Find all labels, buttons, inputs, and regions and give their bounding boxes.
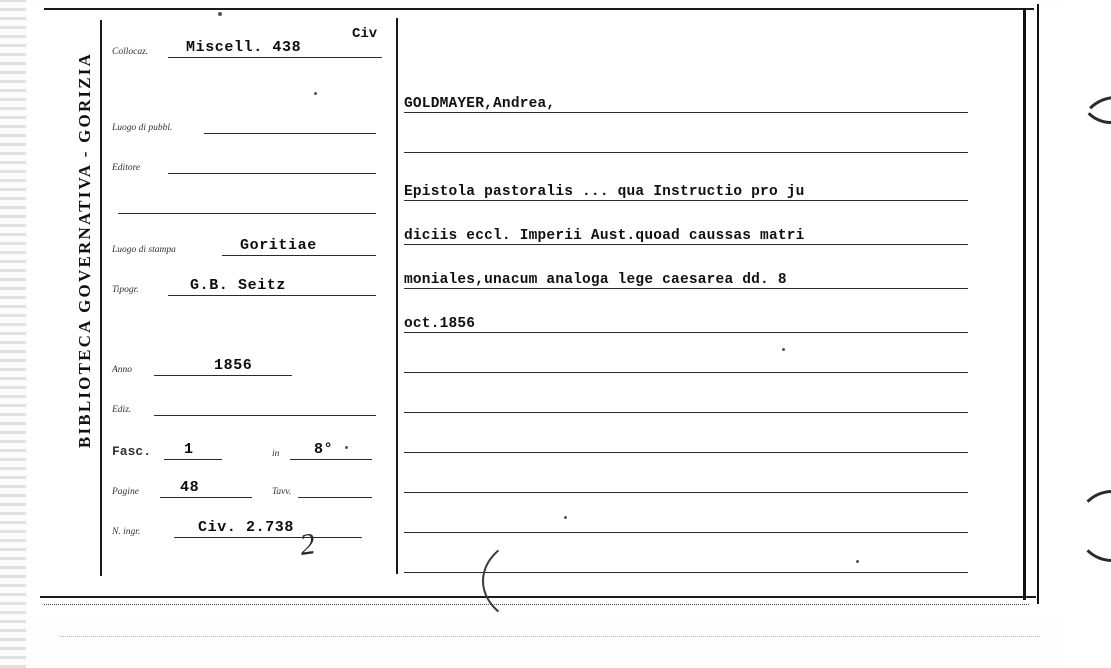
- field-inventory-number-value: Civ. 2.738: [198, 519, 295, 536]
- card-column-divider-middle: [396, 18, 398, 574]
- entry-rule: [404, 112, 968, 113]
- entry-title-line: Epistola pastoralis ... qua Instructio pro ju: [404, 184, 805, 200]
- entry-rule: [404, 200, 968, 201]
- field-blank-rule: [118, 213, 376, 214]
- field-plates-rule: [298, 497, 372, 498]
- entry-rule: [404, 244, 968, 245]
- field-format-rule: [290, 459, 372, 460]
- field-inventory-number-rule: [174, 537, 362, 538]
- field-edition-rule: [154, 415, 376, 416]
- scan-arc-artifact: [482, 534, 606, 628]
- entry-rule: [404, 152, 968, 153]
- field-printer-label: Tipogr.: [112, 285, 139, 295]
- field-pages-label: Pagine: [112, 487, 139, 497]
- entry-rule: [404, 532, 968, 533]
- field-fascicle-value: 1: [184, 441, 194, 458]
- field-blank: [112, 196, 377, 214]
- field-pages-value: 48: [180, 479, 200, 496]
- entry-rule: [404, 412, 968, 413]
- field-inventory-number: [112, 520, 362, 538]
- field-shelfmark-superscript: Civ: [352, 26, 378, 42]
- entry-rule: [404, 372, 968, 373]
- scan-speck: [782, 348, 785, 351]
- field-year-label: Anno: [112, 365, 133, 375]
- entry-title-line: diciis eccl. Imperii Aust.quoad caussas matri: [404, 228, 805, 244]
- scan-speck: [564, 516, 567, 519]
- entry-rule: [404, 492, 968, 493]
- field-publisher-label: Editore: [112, 163, 141, 173]
- field-edition: [112, 398, 377, 416]
- scan-bottom-dotted-edge: [60, 636, 1040, 637]
- field-edition-label: Ediz.: [112, 405, 132, 415]
- field-place-of-printing-label: Luogo di stampa: [112, 245, 176, 255]
- field-plates-label: Tavv.: [272, 487, 292, 497]
- pencil-annotation: 2: [297, 527, 318, 562]
- field-fascicle-label: Fasc.: [112, 444, 152, 459]
- field-place-of-printing: [112, 238, 377, 256]
- field-format-value: 8°: [314, 441, 334, 458]
- field-place-of-printing-rule: [222, 255, 376, 256]
- field-shelfmark-label: Collocaz.: [112, 47, 149, 57]
- field-format-label: in: [272, 449, 280, 459]
- card-border-right-secondary: [1037, 4, 1039, 604]
- field-year: [112, 358, 292, 376]
- library-stamp: BIBLIOTECA GOVERNATIVA - GORIZIA: [75, 51, 94, 449]
- field-fascicle-rule: [164, 459, 222, 460]
- field-publisher-rule: [168, 173, 376, 174]
- scan-speck: [856, 560, 859, 563]
- field-inventory-number-label: N. ingr.: [112, 527, 141, 537]
- field-shelfmark: [112, 40, 382, 58]
- field-year-value: 1856: [214, 357, 253, 374]
- field-place-of-publication-label: Luogo di pubbl.: [112, 123, 173, 133]
- field-place-of-printing-value: Goritiae: [240, 237, 317, 254]
- field-publisher: [112, 156, 377, 174]
- field-year-rule: [154, 375, 292, 376]
- field-pages: [112, 480, 252, 498]
- scan-edge-strip: [0, 0, 26, 668]
- entry-author: GOLDMAYER,Andrea,: [404, 96, 556, 112]
- entry-rule: [404, 332, 968, 333]
- card-border-top: [44, 8, 1034, 10]
- field-place-of-publication: [112, 116, 377, 134]
- scan-speck: [345, 446, 348, 449]
- scan-speck: [314, 92, 317, 95]
- entry-rule: [404, 452, 968, 453]
- field-pages-rule: [160, 497, 252, 498]
- field-place-of-publication-rule: [204, 133, 376, 134]
- card-border-right: [1023, 8, 1026, 600]
- card-column-divider-left: [100, 20, 102, 576]
- field-fascicle: [112, 442, 222, 460]
- field-shelfmark-value: Miscell. 438: [186, 39, 302, 56]
- entry-rule: [404, 288, 968, 289]
- field-plates: [272, 480, 372, 498]
- entry-title-line: oct.1856: [404, 316, 476, 332]
- scan-speck: [218, 12, 222, 16]
- field-printer-value: G.B. Seitz: [190, 277, 287, 294]
- field-format: [272, 442, 372, 460]
- entry-title-line: moniales,unacum analoga lege caesarea dd. 8: [404, 272, 787, 288]
- field-printer-rule: [168, 295, 376, 296]
- field-shelfmark-rule: [168, 57, 382, 58]
- field-printer: [112, 278, 377, 296]
